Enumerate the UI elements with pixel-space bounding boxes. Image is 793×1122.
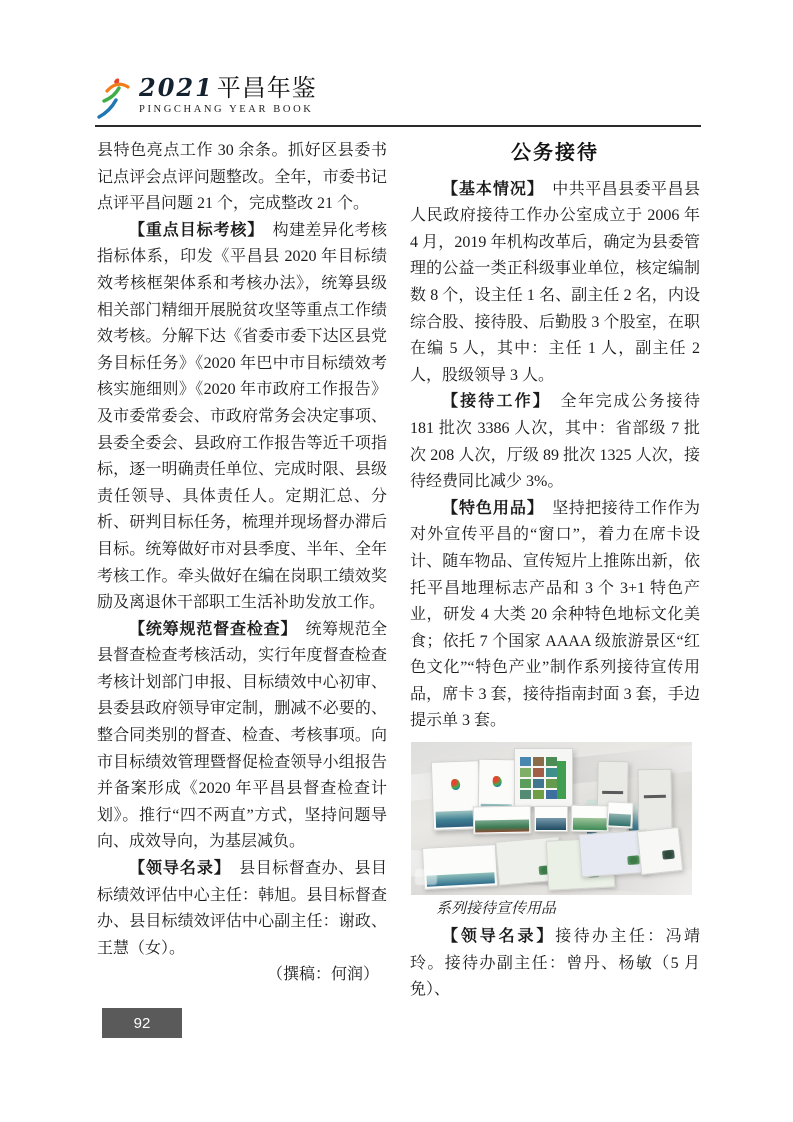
page-number-badge bbox=[102, 1008, 182, 1038]
photo-thumbnail-grid bbox=[520, 757, 557, 799]
page-number: 92 bbox=[133, 1014, 151, 1032]
place-card-mountain bbox=[608, 813, 631, 826]
content-columns bbox=[97, 138, 701, 1004]
photo-promotional-items bbox=[411, 742, 692, 895]
yearbook-year: 2021 bbox=[139, 73, 214, 102]
gift-box bbox=[514, 748, 573, 807]
paragraph: 【领导名录】 县目标督查办、县目标绩效评估中心主任：韩旭。县目标督查办、县目标绩效评估中心副主任：谢政、王慧（女）。 bbox=[97, 860, 387, 957]
byline: （撰稿：何润） bbox=[266, 966, 379, 984]
paragraph: 【接待工作】 全年完成公务接待 181 批次 3386 人次，其中：省部级 7 批次 208 人次，厅级 89 批次 1325 人次，接待经费同比减少 3%。 bbox=[410, 393, 700, 491]
sheet-accent bbox=[627, 855, 640, 865]
place-card-mountain bbox=[573, 818, 607, 831]
place-card bbox=[606, 801, 633, 828]
left-column bbox=[97, 138, 387, 1004]
paragraph: 【特色用品】 坚持把接待工作作为对外宣传平昌的“窗口”，着力在席卡设计、随车物品、宣传短片上推陈出新，依托平昌地理标志产品和 3 个 3+1 特色产业，研发 4 大类 20 余种特色地标文化美食；依托 7 个国家 AAAA 级旅游景区“红色文化”“特色产业”制作系列接待宣传用品，席卡 3 套，接待指南封面 3 套，手边提示单 3 套。 bbox=[410, 499, 700, 730]
place-card bbox=[534, 806, 568, 832]
paragraph: 【领导名录】接待办主任：冯靖玲。接待办副主任：曾丹、杨敏（5 月免）、 bbox=[410, 928, 700, 999]
bag-mountain-band bbox=[436, 810, 479, 827]
place-card bbox=[473, 806, 531, 835]
right-column-paragraphs bbox=[410, 177, 700, 735]
photo-caption: 系列接待宣传用品 bbox=[436, 899, 557, 918]
entry-heading: 【重点目标考核】 bbox=[129, 221, 257, 239]
place-card-mountain bbox=[536, 818, 566, 830]
right-column-paragraphs-after bbox=[410, 924, 700, 1004]
entry-heading: 【特色用品】 bbox=[442, 499, 536, 517]
entry-heading: 【接待工作】 bbox=[442, 393, 543, 411]
header-divider bbox=[95, 125, 701, 127]
bag-logo-icon bbox=[451, 779, 460, 790]
entry-heading: 【基本情况】 bbox=[442, 180, 536, 198]
brochure-title-line bbox=[602, 791, 622, 794]
paragraph: 【基本情况】 中共平昌县委平昌县人民政府接待工作办公室成立于 2006 年 4 月，2019 年机构改革后，确定为县委管理的公益一类正科级事业单位，核定编制数 8 个，设主任 1 名、副主任 2 名，内设综合股、接待股、后勤股 3 个股室，在职在编 5 人，其中：主任 1 人，副主任 2 人，股级领导 3 人。 bbox=[410, 180, 700, 384]
left-column-paragraphs bbox=[97, 138, 387, 962]
box-green-banner bbox=[557, 761, 566, 799]
section-title: 公务接待 bbox=[511, 142, 599, 164]
place-card bbox=[571, 805, 609, 833]
place-card-mountain bbox=[475, 820, 529, 833]
camera-watermark bbox=[415, 869, 437, 885]
paragraph: 县特色亮点工作 30 余条。抓好区县委书记点评会点评问题整改。全年，市委书记点评平昌问题 21 个，完成整改 21 个。 bbox=[97, 142, 387, 213]
yearbook-title bbox=[139, 73, 317, 115]
paragraph: 【重点目标考核】 构建差异化考核指标体系，印发《平昌县 2020 年目标绩效考核框架体系和考核办法》，统筹县级相关部门精细开展脱贫攻坚等重点工作绩效考核。分解下达《省委市委下达区县党务目标任务》《2020 年巴中市目标绩效考核实施细则》《2020 年市政府工作报告》及市委常委会、市政府常务会决定事项、县委全委会、县政府工作报告等近千项指标，逐一明确责任单位、完成时限、县级责任领导、具体责任人。定期汇总、分析、研判目标任务，梳理并现场督办滞后目标。统筹做好市对县季度、半年、全年考核工作。牵头做好在编在岗职工绩效奖励及离退休干部职工生活补助发放工作。 bbox=[97, 221, 387, 612]
entry-heading: 【领导名录】 bbox=[442, 928, 556, 946]
paragraph: 【统筹规范督查检查】 统筹规范全县督查检查考核活动，实行年度督查检查考核计划部门申报、目标绩效中心初审、县委县政府领导审定制，删减不必要的、整合同类别的督查、检查、考核事项。向市目标绩效管理暨督促检查领导小组报告并备案形成《2020 年平昌县督查检查计划》。推行“四不两直”方式，坚持问题导向、成效导向，为基层减负。 bbox=[97, 620, 387, 851]
entry-heading: 【统筹规范督查检查】 bbox=[129, 620, 290, 638]
right-column bbox=[410, 138, 700, 1004]
entry-heading: 【领导名录】 bbox=[129, 860, 223, 878]
page-header bbox=[95, 73, 701, 120]
note-sheet bbox=[637, 827, 683, 875]
yearbook-title-cn: 平昌年鉴 bbox=[216, 76, 317, 102]
brochure-title-line bbox=[644, 795, 666, 798]
bag-logo-icon bbox=[492, 776, 501, 787]
yearbook-logo-icon bbox=[95, 76, 135, 120]
sheet-accent bbox=[662, 850, 675, 860]
yearbook-title-en: PINGCHANG YEAR BOOK bbox=[139, 104, 314, 115]
